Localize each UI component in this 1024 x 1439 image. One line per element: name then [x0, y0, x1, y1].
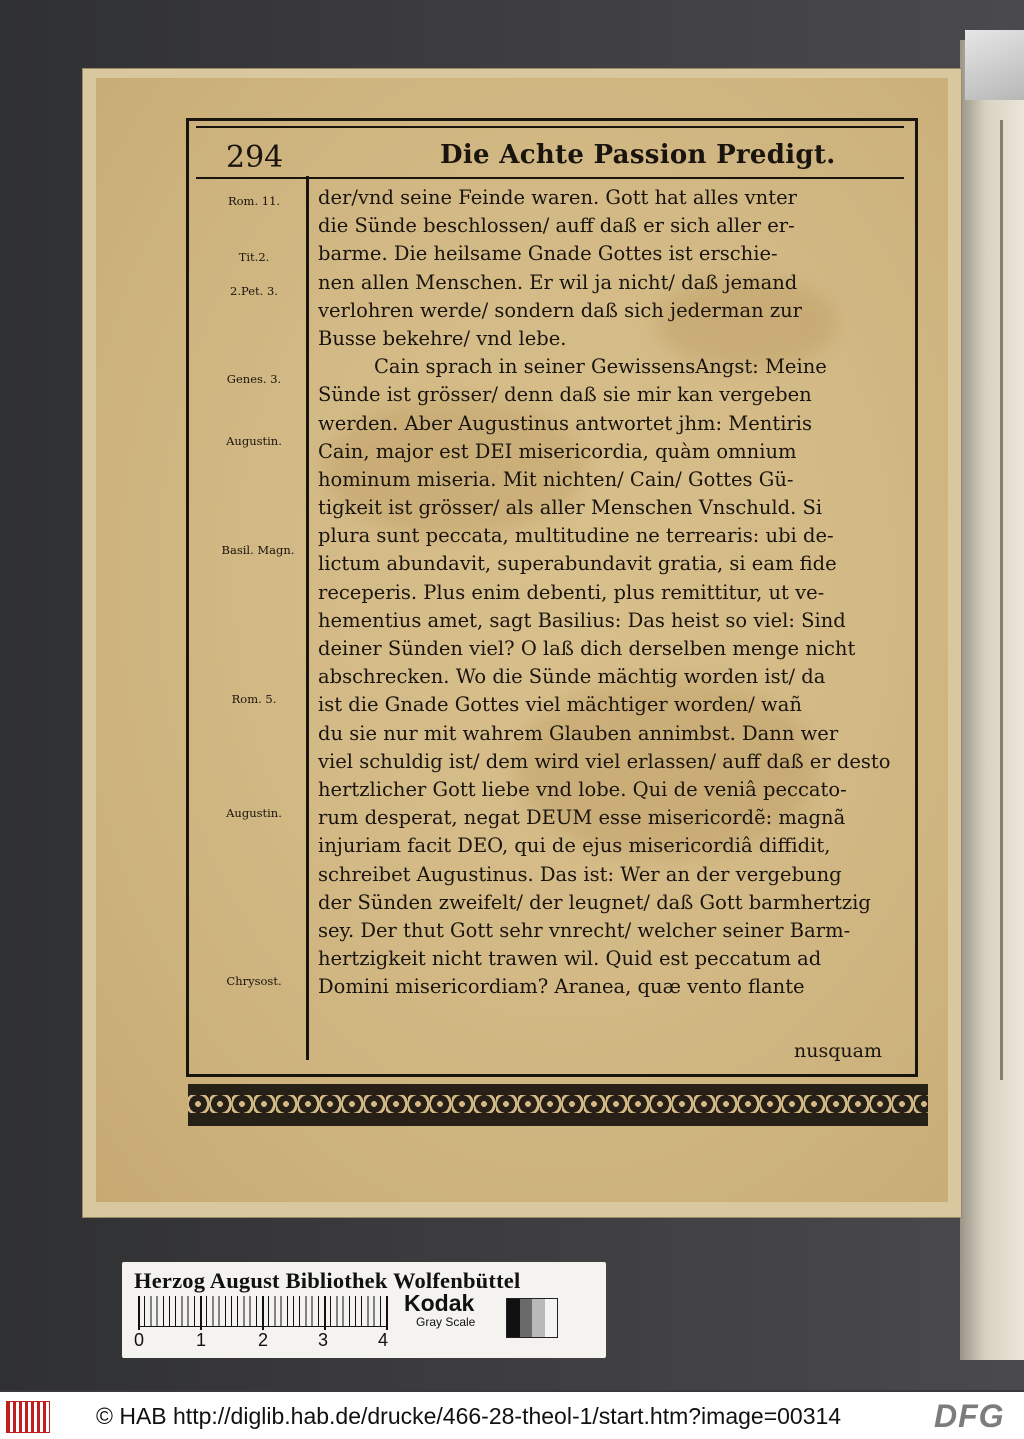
margin-note: Augustin.	[226, 434, 282, 448]
scale-baseline	[138, 1326, 388, 1327]
ornament-border	[188, 1084, 928, 1126]
text-line: die Sünde beschlossen/ auff daß er sich aller er-	[318, 214, 795, 238]
page-number: 294	[226, 140, 284, 175]
catchword: nusquam	[794, 1040, 882, 1062]
text-line: barme. Die heilsame Gnade Gottes ist erschie-	[318, 242, 778, 266]
text-line: receperis. Plus enim debenti, plus remittitur, ut ve-	[318, 580, 825, 604]
margin-note: Rom. 5.	[231, 692, 277, 706]
text-line: tigkeit ist grösser/ als aller Menschen Vnschuld. Si	[318, 496, 823, 520]
gray-patch	[532, 1299, 545, 1337]
text-line: sey. Der thut Gott sehr vnrecht/ welcher seiner Barm-	[318, 918, 851, 942]
text-line: hominum miseria. Mit nichten/ Cain/ Gottes Gü-	[318, 467, 794, 491]
text-line: der/vnd seine Feinde waren. Gott hat alles vnter	[318, 186, 797, 209]
scale-number: 3	[318, 1330, 329, 1350]
gray-patch	[545, 1299, 558, 1337]
text-line: hementius amet, sagt Basilius: Das heist so viel: Sind	[318, 608, 846, 632]
text-line: abschrecken. Wo die Sünde mächtig worden ist/ da	[318, 665, 826, 689]
dfg-logo: DFG	[934, 1398, 1005, 1434]
margin-rule	[306, 176, 309, 1060]
body-text	[318, 184, 904, 1001]
scale-number: 2	[258, 1330, 269, 1350]
gray-scale-label: Gray Scale	[416, 1315, 476, 1329]
margin-note: Genes. 3.	[226, 372, 282, 386]
text-line: hertzigkeit nicht trawen wil. Quid est peccatum ad	[318, 947, 822, 971]
scale-number: 4	[378, 1330, 389, 1350]
text-line: schreibet Augustinus. Das ist: Wer an der vergebung	[318, 862, 842, 886]
gray-scale-patches	[506, 1298, 558, 1338]
margin-note: Chrysost.	[226, 974, 282, 988]
kodak-logo: Kodak	[404, 1290, 475, 1316]
margin-note: Basil. Magn.	[221, 543, 295, 557]
text-line: deiner Sünden viel? O laß dich derselben menge nicht	[318, 637, 856, 660]
text-line: rum desperat, negat DEUM esse misericordẽ: magnã	[318, 806, 846, 830]
text-line: plura sunt peccata, multitudine ne terrearis: ubi de-	[318, 524, 834, 548]
text-line: nen allen Menschen. Er wil ja nicht/ daß jemand	[318, 270, 798, 294]
text-line: Domini misericordiam? Aranea, quæ vento flante	[318, 975, 805, 999]
frame-top-rule	[196, 126, 904, 128]
text-line: ist die Gnade Gottes viel mächtiger worden/ wañ	[318, 693, 802, 717]
gray-patch	[507, 1299, 520, 1337]
text-line: viel schuldig ist/ dem wird viel erlassen/ auff daß er desto	[318, 749, 891, 773]
running-title: Die Achte Passion Predigt.	[440, 140, 836, 170]
text-line: Cain, major est DEI misericordia, quàm omnium	[318, 439, 797, 463]
margin-note: 2.Pet. 3.	[230, 284, 278, 298]
scale-number: 0	[134, 1330, 145, 1350]
text-line: Sünde ist grösser/ denn daß sie mir kan vergeben	[318, 383, 812, 407]
gray-patch	[520, 1299, 533, 1337]
text-line: Busse bekehre/ vnd lebe.	[318, 326, 567, 350]
text-line: du sie nur mit wahrem Glauben annimbst. Dann wer	[318, 721, 839, 745]
scale-major-ticks	[138, 1296, 388, 1330]
margin-note: Rom. 11.	[227, 194, 281, 208]
facing-page-corner	[965, 30, 1024, 100]
text-line: lictum abundavit, superabundavit gratia, si eam fide	[318, 552, 837, 576]
margin-note: Tit.2.	[238, 250, 270, 264]
facing-page-edge	[960, 40, 1024, 1360]
facing-page-rule	[1000, 120, 1003, 1080]
scale-number: 1	[196, 1330, 207, 1350]
library-name: Herzog August Bibliothek Wolfenbüttel	[134, 1268, 521, 1293]
text-line: hertzlicher Gott liebe vnd lobe. Qui de veniâ peccato-	[318, 777, 847, 801]
text-line: injuriam facit DEO, qui de ejus misericordiâ diffidit,	[318, 834, 831, 858]
header-rule	[196, 177, 904, 179]
margin-note: Augustin.	[226, 806, 282, 820]
footer-url[interactable]: © HAB http://diglib.hab.de/drucke/466-28-theol-1/start.htm?image=00314	[96, 1403, 842, 1429]
text-line: verlohren werde/ sondern daß sich jederman zur	[318, 298, 802, 322]
text-line: der Sünden zweifelt/ der leugnet/ daß Gott barmhertzig	[318, 890, 871, 914]
text-line: Cain sprach in seiner GewissensAngst: Meine	[374, 355, 827, 379]
hab-logo-icon	[6, 1401, 50, 1433]
text-line: werden. Aber Augustinus antwortet jhm: Mentiris	[318, 411, 812, 435]
